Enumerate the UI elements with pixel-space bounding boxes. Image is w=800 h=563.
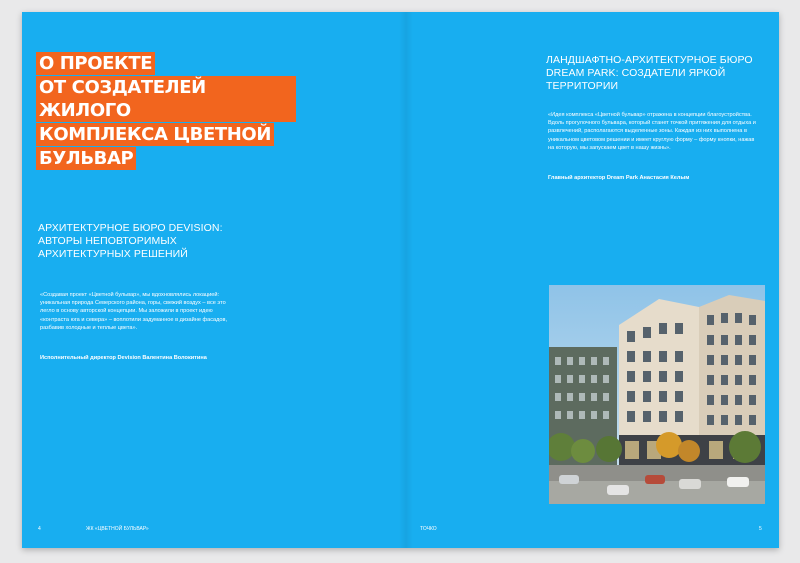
devision-quote: «Создавая проект «Цветной бульвар», мы вдохновлялись локацией: уникальная природа Северского района, горы, свежий воздух – все это легло в основу авторской концепции. Мы заложили в проект идею «контраста юга и севера» – воплотили задуманное в дизайне фасадов, разбавив холодные и теплые цвета». <box>40 292 228 331</box>
right-page-number: 5 <box>759 526 762 532</box>
building-photo <box>549 285 765 504</box>
title-line-2: ОТ СОЗДАТЕЛЕЙ ЖИЛОГО <box>36 76 296 122</box>
dream-park-quote: «Идея комплекса «Цветной бульвар» отражена в концепции благоустройства. Вдоль прогулочного бульвара, который станет точкой притяжения для отдыха и развлечений, располагаются выделенные зоны. Каждая из них выполнена в уникальном цветовом решении и имеет круглую форму – форму кнопки, нажав на которую, мы запускаем цвет в нашу жизнь». <box>548 112 756 151</box>
title-line-4: БУЛЬВАР <box>36 147 136 170</box>
left-page-number: 4 <box>38 526 41 532</box>
devision-author: Исполнительный директор Devision Валентина Волокитина <box>40 355 207 361</box>
dream-park-author: Главный архитектор Dream Park Анастасия Келым <box>548 175 690 181</box>
dream-park-subheading: ЛАНДШАФТНО-АРХИТЕКТУРНОЕ БЮРО DREAM PARK: СОЗДАТЕЛИ ЯРКОЙ ТЕРРИТОРИИ <box>546 54 753 92</box>
page-fold <box>399 12 413 548</box>
title-line-3: КОМПЛЕКСА ЦВЕТНОЙ <box>36 123 274 146</box>
title-line-1: О ПРОЕКТЕ <box>36 52 155 75</box>
page-title <box>36 52 296 171</box>
building-illustration <box>549 285 765 504</box>
devision-subheading: АРХИТЕКТУРНОЕ БЮРО DEVISION: АВТОРЫ НЕПОВТОРИМЫХ АРХИТЕКТУРНЫХ РЕШЕНИЙ <box>38 222 223 260</box>
footer-project-name: ЖК «ЦВЕТНОЙ БУЛЬВАР» <box>86 526 149 532</box>
footer-center-label: ТОЧКО <box>420 526 437 532</box>
magazine-spread <box>22 12 779 548</box>
